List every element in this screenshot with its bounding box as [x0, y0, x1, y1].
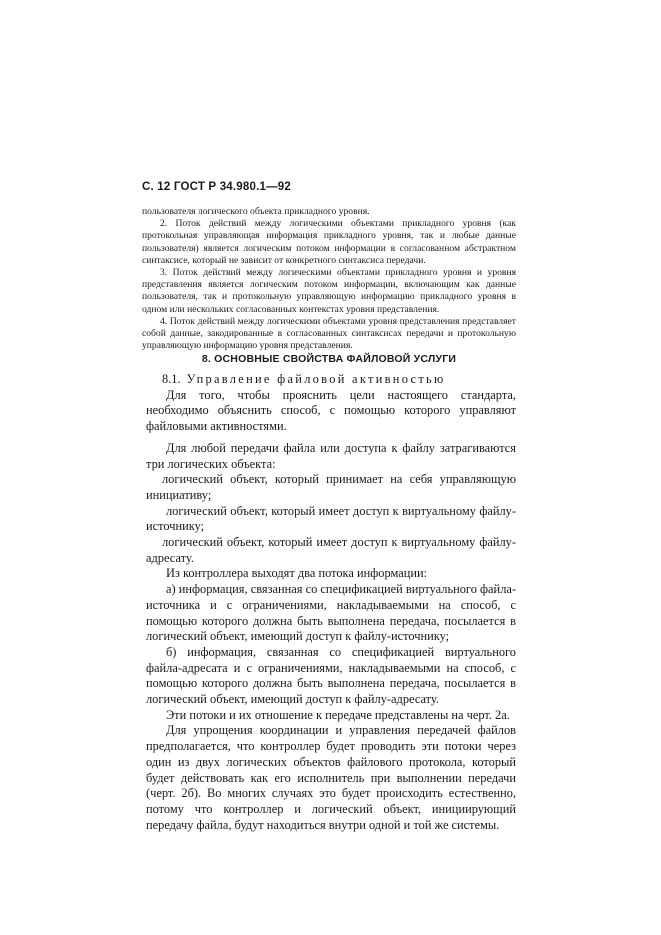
- list-item: б) информация, связанная со спецификацией виртуального файла-адресата и с ограничениями, накладываемыми на способ, с помощью которого должна быть выполнена передача, посылается в логический объект, имеющий доступ к файлу-адресату.: [146, 644, 516, 707]
- paragraph: Эти потоки и их отношение к передаче представлены на черт. 2а.: [166, 707, 510, 722]
- note-4: 4. Поток действий между логическими объектами уровня представления представляет собой данные, закодированные в согласованных синтаксисах передачи и протокольную управляющую информацию уровня представления.: [142, 315, 516, 352]
- paragraph: Для того, чтобы прояснить цели настоящего стандарта, необходимо объяснить способ, с помощью которого управляют файловыми активностями.: [146, 387, 516, 434]
- section-title: 8. ОСНОВНЫЕ СВОЙСТВА ФАЙЛОВОЙ УСЛУГИ: [201, 353, 457, 365]
- list-item: логический объект, который принимает на себя управляющую инициативу;: [146, 472, 516, 502]
- subsection-number: 8.1.: [162, 372, 181, 386]
- paragraph: Для любой передачи файла или доступа к файлу затрагиваются три логических объекта:: [146, 440, 516, 471]
- page-header: С. 12 ГОСТ Р 34.980.1—92: [142, 181, 291, 193]
- note-2: 2. Поток действий между логическими объектами прикладного уровня (как протокольная управляющая информация прикладного уровня, так и любые данные пользователя) является логическим потоком информации в согласованном абстрактном синтаксисе, который не зависит от конкретного синтаксиса передачи.: [142, 218, 516, 266]
- subsection-title: Управление файловой активностью: [186, 372, 446, 386]
- paragraph: Из контроллера выходят два потока информации:: [166, 566, 428, 581]
- note-continuation: пользователя логического объекта прикладного уровня.: [142, 206, 370, 217]
- notes-block: [142, 206, 516, 352]
- body-text: [146, 372, 516, 833]
- subsection-heading: [146, 372, 516, 388]
- note-3: 3. Поток действий между логическими объектами прикладного уровня и уровня представления является логическим потоком информации, включающим как данные пользователя, так и протокольную управляющую информацию прикладного уровня в одном или нескольких согласованных контекстах уровня представления.: [142, 267, 516, 315]
- paragraph: Для упрощения координации и управления передачей файлов предполагается, что контроллер будет проводить эти потоки через один из двух логических объектов файлового протокола, который будет действовать как его исполнитель при выполнении передачи (черт. 2б). Во многих случаях это будет происходить естественно, потому что контроллер и логический объект, инициирующий передачу файла, будут находиться внутри одной и той же системы.: [146, 723, 516, 832]
- list-item: логический объект, который имеет доступ к виртуальному файлу-адресату.: [146, 535, 516, 565]
- list-item: логический объект, который имеет доступ к виртуальному файлу-источнику;: [146, 503, 516, 534]
- list-item: а) информация, связанная со спецификацией виртуального файла-источника и с ограничениями, накладываемыми на способ, с помощью которого должна быть выполнена передача, посылается в логический объект, имеющий доступ к файлу-источнику;: [146, 582, 516, 644]
